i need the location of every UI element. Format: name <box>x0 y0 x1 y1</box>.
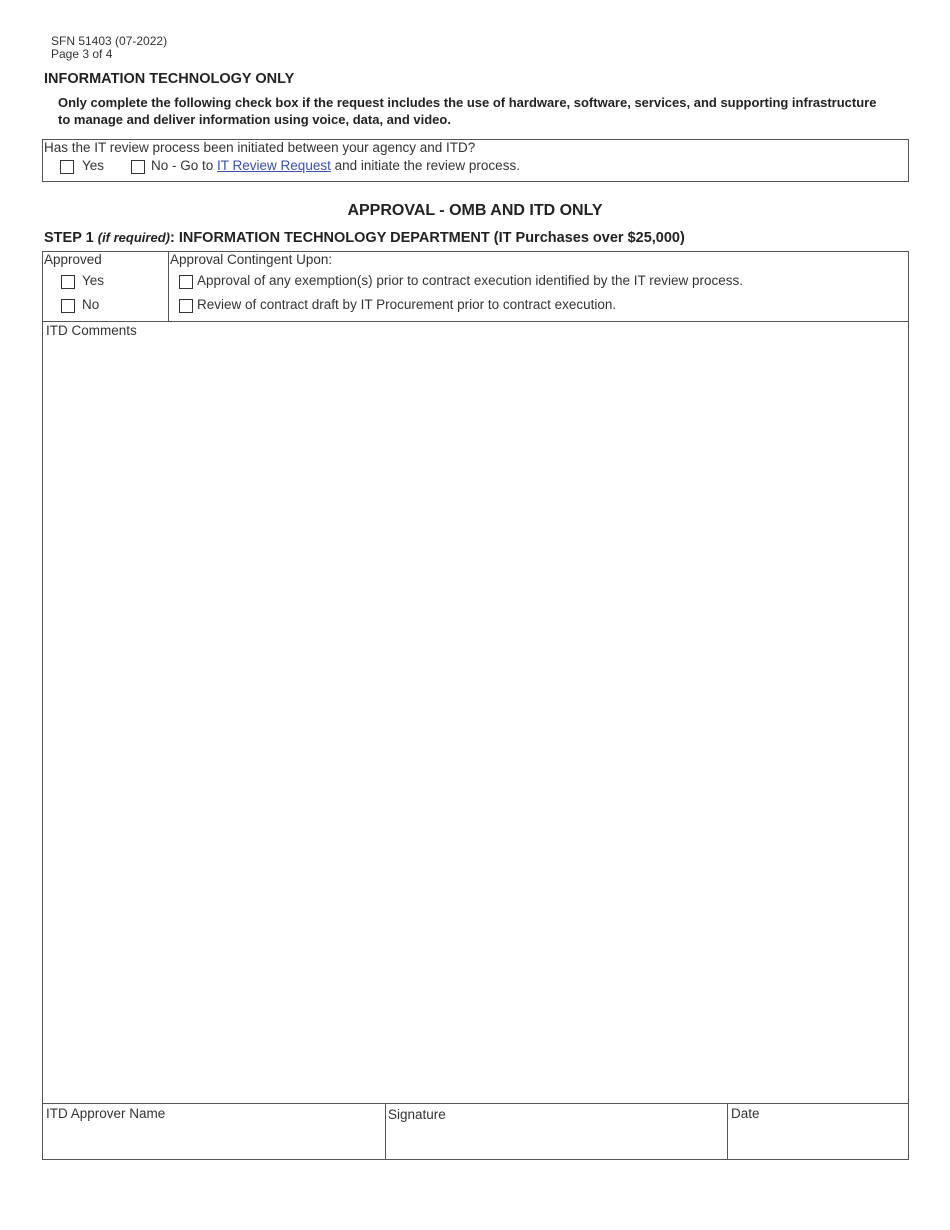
it-review-yes-checkbox[interactable] <box>60 160 74 174</box>
contingent-draft-review-checkbox[interactable] <box>179 299 193 313</box>
it-review-no-checkbox[interactable] <box>131 160 145 174</box>
approval-heading: APPROVAL - OMB AND ITD ONLY <box>347 202 603 219</box>
step-if-required: (if required) <box>97 230 170 245</box>
step-label: STEP 1 <box>44 230 98 246</box>
it-review-question: Has the IT review process been initiated between your agency and ITD? <box>44 140 476 155</box>
contingent-label: Approval Contingent Upon: <box>170 252 333 267</box>
signature-divider-left <box>385 1104 386 1159</box>
date-field[interactable] <box>731 1124 905 1156</box>
it-review-request-link[interactable]: IT Review Request <box>217 158 331 173</box>
contingent-draft-review-label: Review of contract draft by IT Procurement prior to contract execution. <box>197 297 617 312</box>
approved-cell <box>43 252 169 322</box>
signature-label: Signature <box>388 1107 446 1122</box>
approved-yes-label: Yes <box>82 273 105 288</box>
row-divider <box>43 321 908 322</box>
contingent-exemption-checkbox[interactable] <box>179 275 193 289</box>
section-title: INFORMATION TECHNOLOGY ONLY <box>44 71 295 87</box>
instructions-text: Only complete the following check box if the request includes the use of hardware, software, services, and supporting infrastructure to manage and deliver information using voice, data, and video. <box>58 95 877 127</box>
signature-field[interactable] <box>388 1124 724 1156</box>
itd-comments-field[interactable] <box>46 342 904 1098</box>
comments-divider <box>43 1103 908 1104</box>
date-label: Date <box>731 1106 760 1121</box>
itd-approver-name-field[interactable] <box>46 1124 382 1156</box>
no-label-suffix: and initiate the review process. <box>330 158 520 173</box>
contingent-exemption-label: Approval of any exemption(s) prior to contract execution identified by the IT review process. <box>197 273 744 288</box>
step-title: : INFORMATION TECHNOLOGY DEPARTMENT (IT Purchases over $25,000) <box>169 230 685 246</box>
approved-yes-checkbox[interactable] <box>61 275 75 289</box>
page-number: Page 3 of 4 <box>51 47 113 61</box>
no-label-prefix: No - Go to <box>151 158 218 173</box>
form-number: SFN 51403 (07-2022) <box>51 34 168 48</box>
itd-comments-label: ITD Comments <box>46 323 137 338</box>
itd-approver-name-label: ITD Approver Name <box>46 1106 166 1121</box>
approved-no-label: No <box>82 297 100 312</box>
approved-no-checkbox[interactable] <box>61 299 75 313</box>
it-review-box <box>42 139 909 182</box>
itd-approval-table <box>42 251 909 1160</box>
signature-divider-right <box>727 1104 728 1159</box>
it-review-no-label <box>151 158 520 173</box>
approved-label: Approved <box>44 252 102 267</box>
step-heading <box>44 230 685 246</box>
it-review-yes-label: Yes <box>82 158 105 173</box>
